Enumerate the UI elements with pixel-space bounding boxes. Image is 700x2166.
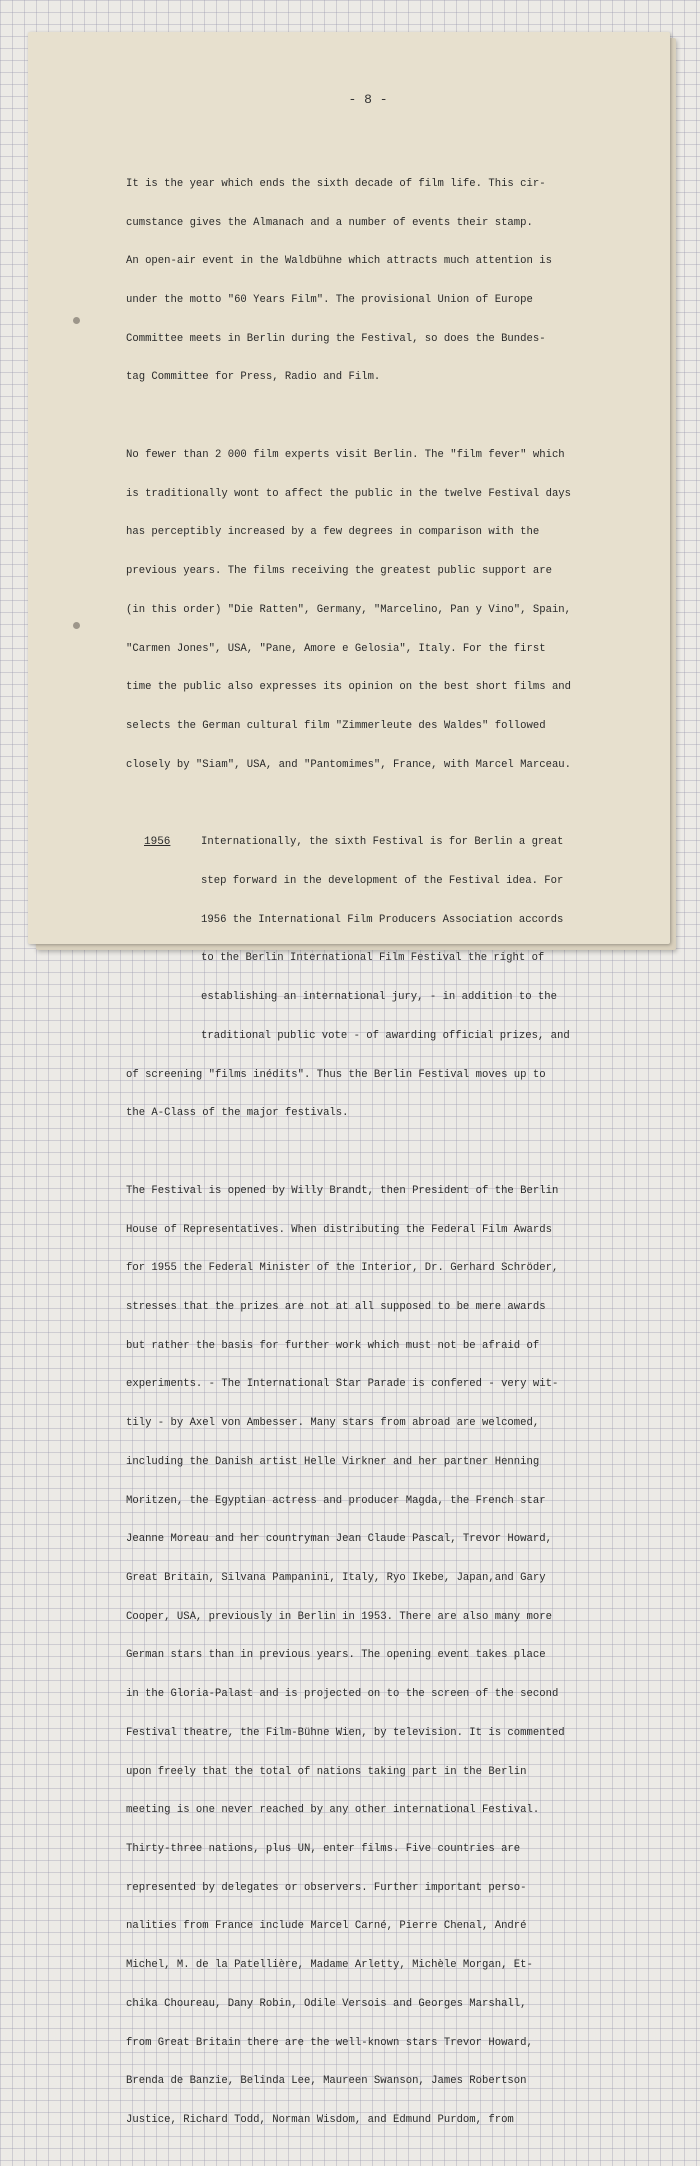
text-line: of screening "films inédits". Thus the Berlin Festival moves up to — [126, 1068, 546, 1081]
text-line: Thirty-three nations, plus UN, enter films. Five countries are — [126, 1843, 521, 1855]
document-body — [126, 152, 646, 2166]
text-line: Jeanne Moreau and her countryman Jean Claude Pascal, Trevor Howard, — [126, 1533, 552, 1546]
text-line: "Carmen Jones", USA, "Pane, Amore e Gelosia", Italy. For the first — [126, 642, 546, 655]
text-line: in the Gloria-Palast and is projected on to the screen of the second — [126, 1688, 559, 1701]
punch-hole-upper — [73, 317, 80, 324]
text-line: chika Choureau, Dany Robin, Odile Versois and Georges Marshall, — [126, 1997, 527, 2010]
text-line: the A-Class of the major festivals. — [126, 1107, 349, 1120]
text-line: has perceptibly increased by a few degrees in comparison with the — [126, 526, 540, 539]
text-line: experiments. - The International Star Parade is confered - very wit- — [126, 1378, 559, 1391]
text-line: An open-air event in the Waldbühne which attracts much attention is — [126, 255, 552, 268]
text-line: (in this order) "Die Ratten", Germany, "Marcelino, Pan y Vino", Spain, — [126, 603, 572, 616]
paragraph-4 — [126, 1159, 646, 2153]
text-line: meeting is one never reached by any other international Festival. — [126, 1804, 540, 1817]
year-label: 1956 — [144, 836, 171, 849]
text-line: Moritzen, the Egyptian actress and producer Magda, the French star — [126, 1494, 546, 1507]
text-line: traditional public vote - of awarding official prizes, and — [201, 1029, 570, 1042]
document-page — [28, 32, 670, 2127]
year-section-1956 — [126, 810, 646, 1146]
paragraph-1 — [126, 152, 646, 410]
text-line: No fewer than 2 000 film experts visit Berlin. The "film fever" which — [126, 448, 565, 461]
text-line: establishing an international jury, - in addition to the — [201, 991, 558, 1004]
text-line: House of Representatives. When distributing the Federal Film Awards — [126, 1223, 552, 1236]
text-line: Committee meets in Berlin during the Festival, so does the Bundes- — [126, 332, 546, 345]
text-line: nalities from France include Marcel Carné, Pierre Chenal, André — [126, 1920, 527, 1933]
text-line: tag Committee for Press, Radio and Film. — [126, 371, 381, 384]
paragraph-2 — [126, 423, 646, 797]
text-line: Great Britain, Silvana Pampanini, Italy, Ryo Ikebe, Japan,and Gary — [126, 1571, 546, 1584]
text-line: for 1955 the Federal Minister of the Interior, Dr. Gerhard Schröder, — [126, 1262, 559, 1275]
text-line: Brenda de Banzie, Belinda Lee, Maureen Swanson, James Robertson — [126, 2075, 527, 2088]
text-line: is traditionally wont to affect the public in the twelve Festival days — [126, 487, 572, 500]
text-line: including the Danish artist Helle Virkner and her partner Henning — [126, 1455, 540, 1468]
text-line: tily - by Axel von Ambesser. Many stars from abroad are welcomed, — [126, 1417, 540, 1430]
paragraph-3 — [126, 810, 646, 1146]
text-line: stresses that the prizes are not at all supposed to be mere awards — [126, 1300, 546, 1313]
text-line: 1956 the International Film Producers Association accords — [201, 913, 564, 926]
text-line: closely by "Siam", USA, and "Pantomimes", France, with Marcel Marceau. — [126, 758, 572, 771]
text-line: represented by delegates or observers. Further important perso- — [126, 1881, 527, 1894]
text-line: Michel, M. de la Patellière, Madame Arletty, Michèle Morgan, Et- — [126, 1959, 533, 1972]
text-line: cumstance gives the Almanach and a number of events their stamp. — [126, 216, 533, 229]
text-line: previous years. The films receiving the greatest public support are — [126, 565, 552, 578]
text-line: but rather the basis for further work which must not be afraid of — [126, 1339, 540, 1352]
text-line: Festival theatre, the Film-Bühne Wien, by television. It is commented — [126, 1726, 565, 1739]
text-line: German stars than in previous years. The opening event takes place — [126, 1649, 546, 1662]
text-line: selects the German cultural film "Zimmerleute des Waldes" followed — [126, 719, 546, 732]
page-number: - 8 - — [348, 92, 388, 107]
text-line: Cooper, USA, previously in Berlin in 1953. There are also many more — [126, 1610, 552, 1623]
text-line: upon freely that the total of nations taking part in the Berlin — [126, 1765, 527, 1778]
punch-hole-lower — [73, 622, 80, 629]
text-line: step forward in the development of the Festival idea. For — [201, 874, 564, 887]
text-line: time the public also expresses its opinion on the best short films and — [126, 681, 572, 694]
text-line: It is the year which ends the sixth decade of film life. This cir- — [126, 177, 546, 190]
text-line: Justice, Richard Todd, Norman Wisdom, and Edmund Purdom, from — [126, 2114, 514, 2127]
text-line: from Great Britain there are the well-known stars Trevor Howard, — [126, 2036, 533, 2049]
text-line: The Festival is opened by Willy Brandt, then President of the Berlin — [126, 1184, 559, 1197]
text-line: Internationally, the sixth Festival is for Berlin a great — [201, 836, 564, 849]
text-line: under the motto "60 Years Film". The provisional Union of Europe — [126, 293, 533, 306]
text-line: to the Berlin International Film Festival the right of — [201, 952, 545, 965]
